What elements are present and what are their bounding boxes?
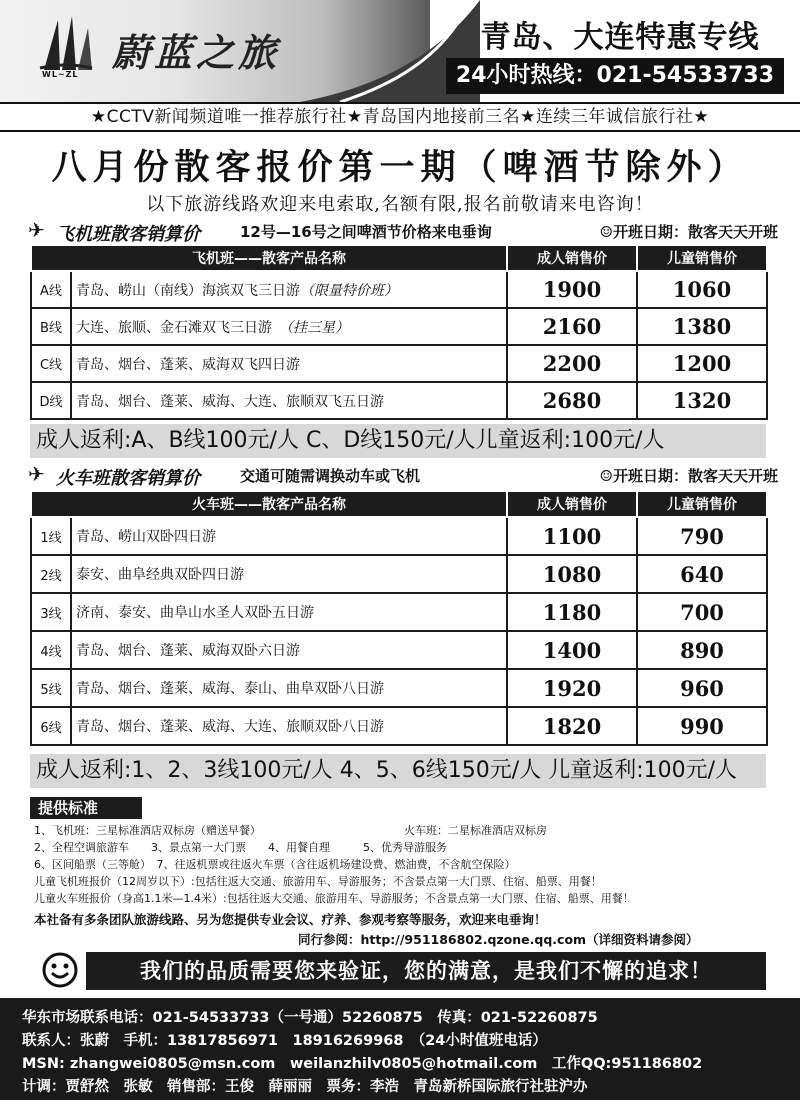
plane-price-table [30,244,768,420]
slogan-bar: ★CCTV新闻频道唯一推荐旅行社★青岛国内地接前三名★连续三年诚信旅行社★ [0,102,800,132]
plane-open-date: ☺开班日期：散客天天开班 [599,223,778,241]
hotline-banner: 24小时热线：021-54533733 [446,58,784,94]
route-name: 青岛、崂山（南线）海滨双飞三日游（限量特价班） [71,271,507,308]
plane-section-note: 12号—16号之间啤酒节价格来电垂询 [240,223,492,241]
child-price: 1200 [637,345,767,382]
header [0,0,800,102]
airplane-icon: ✈ [28,218,45,242]
route-label: 3线 [31,593,71,631]
route-label: 1线 [31,517,71,555]
child-price: 960 [637,669,767,707]
route-title: 青岛、大连特惠专线 [480,20,760,55]
route-extra: （挂三星） [286,319,349,336]
table-row [31,271,767,308]
route-name: 青岛、烟台、蓬莱、威海双飞四日游 [71,345,507,382]
adult-price: 1920 [507,669,637,707]
page-subtitle: 以下旅游线路欢迎来电索取,名额有限,报名前敬请来电咨询！ [146,194,654,215]
table-row [31,631,767,669]
route-extra: （限量特价班） [300,282,398,299]
route-name: 青岛、崂山双卧四日游 [71,517,507,555]
train-open-date: ☺开班日期：散客天天开班 [599,467,778,485]
table-header-child: 儿童销售价 [637,245,767,271]
adult-price: 1100 [507,517,637,555]
table-row [31,308,767,345]
child-price: 1320 [637,382,767,419]
child-price: 1380 [637,308,767,345]
table-row [31,555,767,593]
route-label: B线 [31,308,71,345]
smiley-icon [42,952,78,988]
sailboat-logo-icon [38,14,94,72]
airplane-icon: ✈ [28,462,45,486]
route-name: 泰安、曲阜经典双卧四日游 [71,555,507,593]
adult-price: 1400 [507,631,637,669]
route-name: 济南、泰安、曲阜山水圣人双卧五日游 [71,593,507,631]
table-row [31,345,767,382]
child-price: 890 [637,631,767,669]
route-label: A线 [31,271,71,308]
table-row [31,593,767,631]
table-header-adult: 成人销售价 [507,491,637,517]
standards-service-note: 本社备有多条团队旅游线路、另为您提供专业会议、疗养、参观考察等服务，欢迎来电垂询！ [34,912,547,927]
brand-name: 蔚蓝之旅 [112,30,281,75]
standards-line: 6、区间船票（三等舱） 7、往返机票或往返火车票（含往返机场建设费、燃油费，不含航空保险） [34,858,516,871]
reference-link[interactable]: 同行参阅：http://951186802.qzone.qq.com（详细资料请参阅） [298,932,699,947]
child-price: 640 [637,555,767,593]
plane-section-title: 飞机班散客销算价 [56,224,200,245]
page-title: 八月份散客报价第一期（啤酒节除外） [51,148,749,188]
standards-line: 2、全程空调旅游车 3、景点第一大门票 4、用餐自理 5、优秀导游服务 [34,841,447,854]
table-row [31,707,767,745]
footer-email-line: MSN: zhangwei0805@msn.com weilanzhilv0805@hotmail.com 工作QQ:951186802 [22,1056,703,1072]
child-price: 790 [637,517,767,555]
train-section-header [28,462,778,488]
train-section-note: 交通可随需调换动车或飞机 [240,467,421,485]
adult-price: 1820 [507,707,637,745]
child-price: 700 [637,593,767,631]
route-label: C线 [31,345,71,382]
table-row [31,669,767,707]
child-price: 990 [637,707,767,745]
standards-line: 火车班：二星标准酒店双标房 [404,824,547,837]
footer-staff-line: 计调：贾舒然 张敏 销售部：王俊 薛丽丽 票务：李浩 青岛新桥国际旅行社驻沪办 [22,1079,588,1095]
train-price-table [30,490,768,746]
table-row [31,382,767,419]
contact-footer [0,998,800,1100]
adult-price: 1080 [507,555,637,593]
adult-price: 2200 [507,345,637,382]
quality-banner: 我们的品质需要您来验证，您的满意，是我们不懈的追求！ [86,952,766,990]
logo-banner [0,0,430,102]
table-header-adult: 成人销售价 [507,245,637,271]
adult-price: 2160 [507,308,637,345]
plane-section-header [28,218,778,244]
footer-phone-line: 华东市场联系电话：021-54533733（一号通）52260875 传真：021-52260875 [22,1010,598,1026]
route-name: 青岛、烟台、蓬莱、威海、泰山、曲阜双卧八日游 [71,669,507,707]
logo-text: WL~ZL [42,70,79,79]
plane-rebate-bar: 成人返利:A、B线100元/人 C、D线150元/人儿童返利:100元/人 [30,424,766,458]
route-name: 青岛、烟台、蓬莱、威海双卧六日游 [71,631,507,669]
adult-price: 1180 [507,593,637,631]
route-label: D线 [31,382,71,419]
standards-title: 提供标准 [30,797,142,819]
table-header-name: 飞机班——散客产品名称 [31,245,507,271]
route-name: 青岛、烟台、蓬莱、威海、大连、旅顺双卧八日游 [71,707,507,745]
adult-price: 2680 [507,382,637,419]
train-section-title: 火车班散客销算价 [56,468,200,489]
route-label: 4线 [31,631,71,669]
standards-line: 1、飞机班：三星标准酒店双标房（赠送早餐） [34,824,261,837]
table-header-name: 火车班——散客产品名称 [31,491,507,517]
child-price: 1060 [637,271,767,308]
standards-line: 儿童火车班报价（身高1.1米—1.4米）:包括往返大交通、旅游用车、导游服务；不含景点第一大门票、住宿、船票、用餐！ [34,892,634,905]
route-label: 6线 [31,707,71,745]
route-name: 青岛、烟台、蓬莱、威海、大连、旅顺双飞五日游 [71,382,507,419]
standards-line: 儿童飞机班报价（12周岁以下）:包括往返大交通、旅游用车、导游服务；不含景点第一大门票、住宿、船票、用餐！ [34,875,602,888]
adult-price: 1900 [507,271,637,308]
train-rebate-bar: 成人返利:1、2、3线100元/人 4、5、6线150元/人 儿童返利:100元/人 [30,754,766,788]
route-label: 2线 [31,555,71,593]
table-header-child: 儿童销售价 [637,491,767,517]
route-name: 大连、旅顺、金石滩双飞三日游 （挂三星） [71,308,507,345]
route-label: 5线 [31,669,71,707]
table-row [31,517,767,555]
footer-contact-line: 联系人：张蔚 手机：13817856971 18916269968 （24小时值班电话） [22,1033,547,1049]
